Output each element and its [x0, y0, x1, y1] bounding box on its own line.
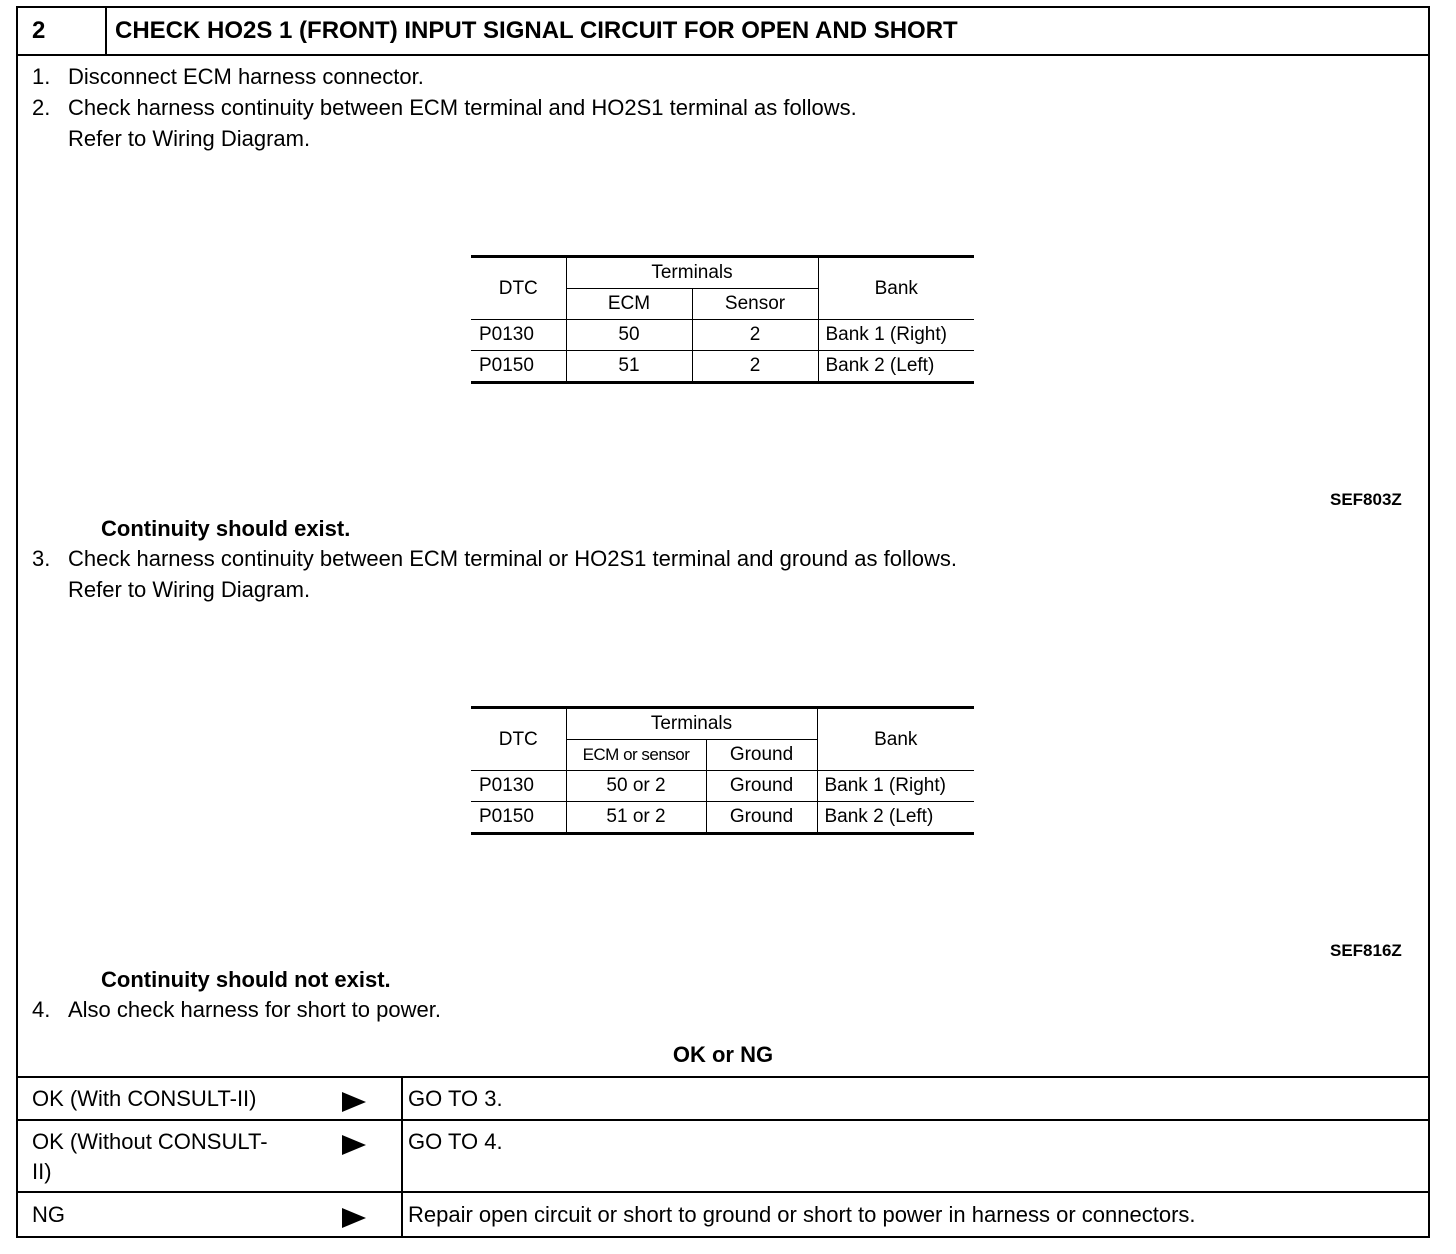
step-title: CHECK HO2S 1 (FRONT) INPUT SIGNAL CIRCUIT FOR OPEN AND SHORT	[115, 17, 958, 44]
cell-ecm-or-sensor: 51 or 2	[566, 802, 706, 834]
continuity-table-1	[471, 255, 974, 384]
figure-code-1: SEF803Z	[1330, 490, 1402, 509]
header-terminals: Terminals	[566, 257, 818, 289]
cell-ground: Ground	[706, 802, 817, 834]
arrow-right-icon	[342, 1135, 366, 1155]
result-row-ok-consult	[18, 1076, 1428, 1121]
step-3-subtext: Refer to Wiring Diagram.	[68, 577, 311, 602]
header-dtc: DTC	[471, 257, 566, 320]
result-2: Continuity should not exist.	[101, 967, 391, 992]
figure-code-2: SEF816Z	[1330, 941, 1402, 960]
arrow-right-icon	[342, 1208, 366, 1228]
cell-dtc: P0130	[471, 320, 566, 351]
header-dtc: DTC	[471, 708, 566, 771]
cell-ecm-or-sensor: 50 or 2	[566, 771, 706, 802]
result-label-line-2: II)	[32, 1159, 52, 1184]
step-3-number: 3.	[32, 546, 51, 571]
step-1-text: Disconnect ECM harness connector.	[68, 64, 424, 89]
header-bank: Bank	[818, 257, 974, 320]
cell-sensor: 2	[692, 351, 818, 383]
cell-dtc: P0150	[471, 802, 566, 834]
step-header	[18, 8, 1428, 56]
cell-dtc: P0150	[471, 351, 566, 383]
header-bank: Bank	[817, 708, 974, 771]
cell-ground: Ground	[706, 771, 817, 802]
result-label: OK (With CONSULT-II)	[32, 1086, 257, 1111]
table-row	[471, 351, 974, 383]
cell-ecm: 50	[566, 320, 692, 351]
continuity-table-2	[471, 706, 974, 835]
cell-bank: Bank 2 (Left)	[818, 351, 974, 383]
table-row	[471, 802, 974, 834]
cell-ecm: 51	[566, 351, 692, 383]
header-ecm-or-sensor: ECM or sensor	[566, 740, 706, 771]
result-1: Continuity should exist.	[101, 516, 351, 541]
step-number: 2	[18, 8, 107, 54]
result-action: GO TO 3.	[408, 1086, 503, 1111]
result-action: GO TO 4.	[408, 1129, 503, 1154]
result-row-ok-no-consult	[18, 1119, 1428, 1193]
step-1-number: 1.	[32, 64, 51, 89]
step-2-text: Check harness continuity between ECM terminal and HO2S1 terminal as follows.	[68, 95, 857, 120]
header-ground: Ground	[706, 740, 817, 771]
cell-sensor: 2	[692, 320, 818, 351]
ok-ng-title: OK or NG	[672, 1042, 774, 1067]
step-4-number: 4.	[32, 997, 51, 1022]
result-column-divider	[401, 1076, 403, 1238]
table-row	[471, 771, 974, 802]
result-action: Repair open circuit or short to ground or short to power in harness or connectors.	[408, 1202, 1196, 1227]
result-label: NG	[32, 1202, 65, 1227]
result-label-line-1: OK (Without CONSULT-	[32, 1129, 268, 1154]
table-row	[471, 320, 974, 351]
step-3-text: Check harness continuity between ECM terminal or HO2S1 terminal and ground as follows.	[68, 546, 957, 571]
cell-bank: Bank 1 (Right)	[818, 320, 974, 351]
procedure-frame	[16, 6, 1430, 1238]
step-2-subtext: Refer to Wiring Diagram.	[68, 126, 311, 151]
header-ecm: ECM	[566, 289, 692, 320]
arrow-right-icon	[342, 1092, 366, 1112]
step-2-number: 2.	[32, 95, 51, 120]
header-sensor: Sensor	[692, 289, 818, 320]
cell-bank: Bank 1 (Right)	[817, 771, 974, 802]
cell-dtc: P0130	[471, 771, 566, 802]
header-terminals: Terminals	[566, 708, 817, 740]
result-row-ng	[18, 1191, 1428, 1236]
cell-bank: Bank 2 (Left)	[817, 802, 974, 834]
step-4-text: Also check harness for short to power.	[68, 997, 441, 1022]
